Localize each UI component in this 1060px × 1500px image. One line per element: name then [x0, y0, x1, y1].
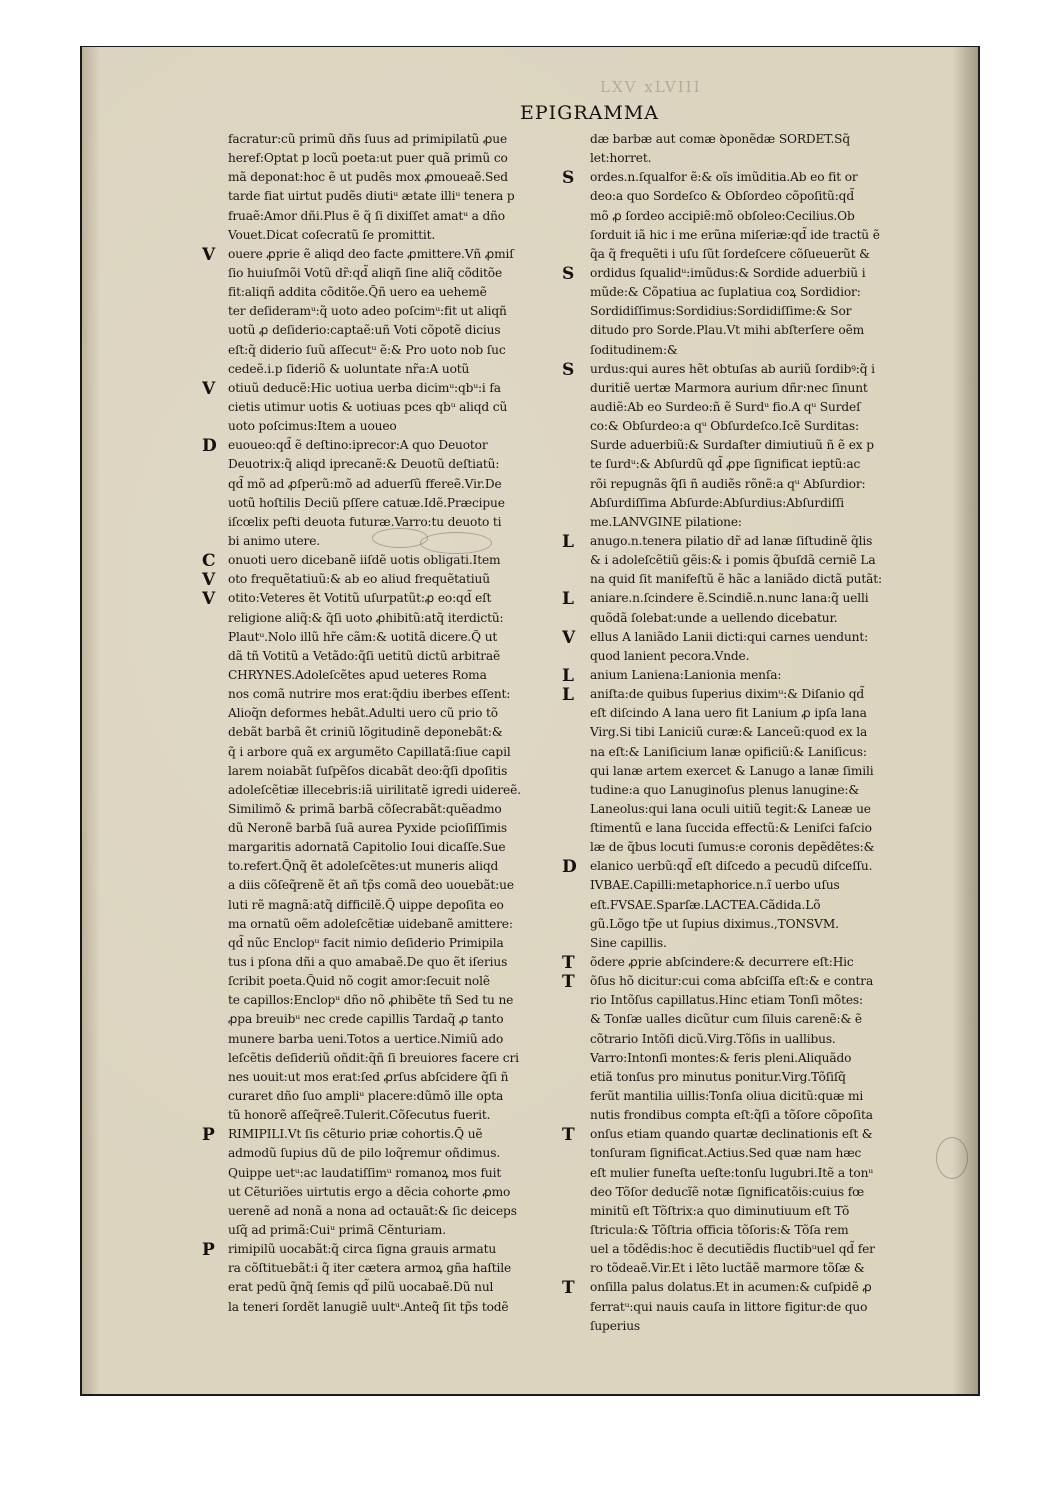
line-text: ellus A laniãdo Lanii dicti:qui carnes uendunt:: [590, 629, 869, 644]
right-column-line: [562, 130, 934, 149]
right-column-line: [562, 1010, 934, 1029]
initial-letter: P: [202, 1240, 215, 1260]
line-text: minitũ eſt Tõſtrix:a quo diminutiuum eſt Tõ: [590, 1203, 850, 1218]
line-text: religione aliq̃:& q̃ſi uoto ꝓhibitũ:atq̃ iterdictũ:: [228, 610, 504, 625]
line-text: rio Intõſus capillatus.Hinc etiam Tonſi mõtes:: [590, 993, 863, 1008]
right-column-line: [562, 1202, 934, 1221]
line-text: & Tonſæ ualles dicũtur cum ſiluis carenẽ:& ẽ: [590, 1012, 862, 1027]
line-text: la teneri ſordẽt lanugiẽ uultᵘ.Anteq̃ ſit tp̃s todẽ: [228, 1299, 509, 1314]
left-column-line: [202, 934, 558, 953]
left-column-line: [202, 628, 558, 647]
line-text: ma ornatũ oẽm adoleſcẽtiæ uidebanẽ amittere:: [228, 916, 513, 931]
right-column-line: [562, 819, 934, 838]
left-column-line: [202, 398, 558, 417]
left-column-line: [202, 589, 558, 608]
right-column-line: [562, 800, 934, 819]
line-text: leſcẽtis deſideriũ oñdit:q̃ñ ſi breuiores facere cri: [228, 1050, 519, 1065]
right-column-line: [562, 168, 934, 187]
initial-letter: S: [562, 168, 575, 188]
line-text: õdere ꝓprie abſcindere:& decurrere eſt:Hic: [590, 955, 854, 970]
left-column-line: [202, 360, 558, 379]
line-text: anugo.n.tenera pilatio dr̃ ad lanæ ſiſtudinẽ q̃lis: [590, 533, 873, 548]
left-column-line: [202, 1144, 558, 1163]
line-text: onſus etiam quando quartæ declinationis eſt &: [590, 1127, 873, 1142]
left-column-line: [202, 341, 558, 360]
line-text: te ſurdᵘ:& Abſurdũ qd̃ ꝓpe ſignificat ieptũ:ac: [590, 457, 861, 472]
right-column-line: [562, 934, 934, 953]
line-text: deo Tõſor deducĩẽ notæ ſignificatõis:cuius fœ: [590, 1184, 864, 1199]
line-text: ferũt mantilia uillis:Tonſa oliua dicitũ:quæ mi: [590, 1089, 864, 1104]
left-column-line: [202, 781, 558, 800]
line-text: uerenẽ ad nonã a nona ad octauãt:& ſic deiceps: [228, 1203, 517, 1218]
line-text: bi animo utere.: [228, 533, 320, 548]
line-text: tũ honorẽ aſſeq̃reẽ.Tulerit.Cõſecutus fuerit.: [228, 1108, 491, 1123]
left-column-line: [202, 245, 558, 264]
right-column-line: [562, 972, 934, 991]
initial-letter: T: [562, 953, 575, 973]
initial-letter: T: [562, 1278, 575, 1298]
line-text: mõ ꝓ ſordeo accipiẽ:mõ obſoleo:Cecilius.Ob: [590, 208, 855, 223]
line-text: adoleſcẽtiæ illecebris:iã uirilitatẽ igredi uidereẽ.: [228, 782, 521, 797]
left-column-line: [202, 551, 558, 570]
line-text: ſorduit iã hic i me erũna miſeriæ:qd̃ ide tractũ ẽ: [590, 227, 880, 242]
initial-letter: L: [562, 589, 574, 609]
line-text: co:& Obſurdeo:a qᵘ Obſurdeſco.Icẽ Surditas:: [590, 419, 859, 434]
initial-letter: T: [562, 972, 575, 992]
line-text: facratur:cũ primũ dñs ſuus ad primipilatũ ꝓue: [228, 132, 508, 146]
right-text-column: [562, 130, 934, 1336]
line-text: rimipilũ uocabãt:q̃ circa ſigna grauis armatu: [228, 1242, 497, 1257]
line-text: Varro:Intonſi montes:& feris pleni.Aliquãdo: [590, 1050, 852, 1065]
line-text: Alioq̃n deformes hebãt.Adulti uero cũ prio tõ: [228, 706, 498, 721]
left-column-line: [202, 321, 558, 340]
initial-letter: S: [562, 263, 575, 284]
right-column-line: [562, 781, 934, 800]
right-column-line: [562, 1164, 934, 1183]
right-column-line: [562, 551, 934, 570]
right-column-line: [562, 341, 934, 360]
line-text: Abſurdiſſima Abſurde:Abſurdius:Abſurdiſſi: [590, 495, 844, 510]
left-column-line: [202, 1240, 558, 1259]
line-text: mã deponat:hoc ẽ ut pudẽs mox ꝓmoueaẽ.Sed: [228, 170, 508, 185]
line-text: tarde fiat uirtut pudẽs diutiᵘ ætate illiᵘ tenera p: [228, 189, 515, 204]
bleed-through-text: LXV xLVIII: [600, 78, 702, 96]
ink-smudge: [420, 532, 492, 554]
line-text: heref:Optat p locũ poeta:ut puer quã primũ co: [228, 151, 508, 166]
left-column-line: [202, 1049, 558, 1068]
right-column-line: [562, 417, 934, 436]
left-column-line: [202, 1298, 558, 1317]
line-text: tonſuram ſignificat.Actius.Sed quæ nam hæc: [590, 1146, 862, 1161]
right-column-line: [562, 475, 934, 494]
left-column-line: [202, 475, 558, 494]
left-column-line: [202, 1010, 558, 1029]
right-column-line: [562, 1030, 934, 1049]
line-text: nos comã nutrire mos erat:q̃diu iberbes eſſent:: [228, 687, 511, 702]
line-text: qd̃ nũc Enclopᵘ facit nimio deſiderio Primipila: [228, 935, 504, 950]
line-text: elanico uerbũ:qd̃ eſt diſcedo a pecudũ diſceſſu.: [590, 859, 873, 874]
line-text: ſuperius: [590, 1318, 641, 1333]
right-column-line: [562, 436, 934, 455]
line-text: cietis utimur uotis & uotiuas pces qbᵘ aliqd cũ: [228, 399, 508, 414]
line-text: Deuotrix:q̃ aliqd iprecanẽ:& Deuotũ deſtiatũ:: [228, 457, 500, 472]
left-column-line: [202, 762, 558, 781]
right-column-line: [562, 857, 934, 876]
line-text: admodũ ſupius dũ de pilo loq̃remur oñdimus.: [228, 1146, 501, 1161]
initial-letter: V: [202, 378, 216, 398]
left-column-line: [202, 207, 558, 226]
left-text-column: [202, 130, 558, 1317]
line-text: ſcribit poeta.Q̃uid nõ cogit amor:ſecuit nolẽ: [228, 974, 490, 989]
line-text: cõtrario Intõſi dicũ.Virg.Tõſis in uallibus.: [590, 1031, 836, 1046]
line-text: mũde:& Cõpatiua ac ſuplatiua coꝝ Sordidior:: [590, 285, 861, 300]
line-text: dæ barbæ aut comæ ꝺponẽdæ SORDET.Sq̃: [590, 132, 851, 146]
right-column-line: [562, 704, 934, 723]
right-column-line: [562, 1259, 934, 1278]
initial-letter: L: [562, 685, 574, 705]
right-column-line: [562, 1240, 934, 1259]
line-text: me.LANVGINE pilatione:: [590, 514, 742, 529]
line-text: eſt:q̃ diderio ſuũ aſſecutᵘ ẽ:& Pro uoto nob ſuc: [228, 342, 506, 357]
right-column-line: [562, 685, 934, 704]
right-column-line: [562, 647, 934, 666]
right-column-line: [562, 1317, 934, 1336]
line-text: tudine:a quo Lanuginoſus plenus lanugine:&: [590, 782, 860, 797]
line-text: quõdã ſolebat:unde a uellendo dicebatur.: [590, 610, 838, 625]
line-text: uoto poſcimus:Item a uoueo: [228, 419, 397, 434]
line-text: CHRYNES.Adoleſcẽtes apud ueteres Roma: [228, 667, 487, 682]
line-text: fit:aliqñ addita cõditõe.Q̃ñ uero ea uehemẽ: [228, 285, 487, 300]
left-column-line: [202, 168, 558, 187]
line-text: na quid ſit manifeſtũ ẽ hãc a laniãdo dictã putãt:: [590, 572, 882, 587]
line-text: õſus hõ dicitur:cui coma abſciſſa eſt:& e contra: [590, 974, 874, 989]
line-text: & i adoleſcẽtiũ gẽis:& i pomis q̃buſdã cerniẽ La: [590, 553, 876, 568]
line-text: ro tõdeaẽ.Vir.Et i lẽto luctãẽ marmore tõſæ &: [590, 1261, 865, 1276]
line-text: anium Laniena:Lanionia menſa:: [590, 667, 782, 682]
right-column-line: [562, 532, 934, 551]
right-column-line: [562, 953, 934, 972]
left-column-line: [202, 666, 558, 685]
initial-letter: V: [202, 570, 216, 590]
line-text: uotũ ꝓ deſiderio:captaẽ:uñ Voti cõpotẽ dicius: [228, 323, 501, 338]
line-text: ordidus ſqualidᵘ:imũdus:& Sordide aduerbiũ i: [590, 265, 866, 280]
right-column-line: [562, 1049, 934, 1068]
line-text: debãt barbã ẽt criniũ lõgitudinẽ deponebãt:&: [228, 725, 503, 740]
right-column-line: [562, 187, 934, 206]
initial-letter: V: [202, 589, 216, 609]
line-text: dũ Neronẽ barbã ſuã aurea Pyxide pcioſiſſimis: [228, 821, 508, 836]
line-text: ferratᵘ:qui nauis cauſa in littore figitur:de quo: [590, 1299, 868, 1314]
left-column-line: [202, 226, 558, 245]
right-column-line: [562, 896, 934, 915]
line-text: urdus:qui aures hẽt obtuſas ab auriũ ſordibꝰ:q̃ i: [590, 361, 875, 376]
left-column-line: [202, 264, 558, 283]
right-column-line: [562, 264, 934, 283]
running-title: EPIGRAMMA: [520, 102, 659, 124]
line-text: q̃ i arbore quã ex argumẽto Capillatã:ſiue capil: [228, 744, 511, 759]
right-column-line: [562, 207, 934, 226]
line-text: fruaẽ:Amor dñi.Plus ẽ q̃ ſi dixiſſet amatᵘ a dño: [228, 208, 505, 223]
right-column-line: [562, 398, 934, 417]
line-text: gũ.Lõgo tp̃e ut ſupius diximus.,TONSVM.: [590, 916, 839, 931]
line-text: aniſta:de quibus ſuperius diximᵘ:& Diſanio qd̃: [590, 687, 865, 702]
left-column-line: [202, 704, 558, 723]
line-text: ſtricula:& Tõſtria officia tõſoris:& Tõſa rem: [590, 1223, 849, 1238]
right-column-line: [562, 1278, 934, 1297]
right-column-line: [562, 1183, 934, 1202]
right-column-line: [562, 743, 934, 762]
left-column-line: [202, 1183, 558, 1202]
line-text: ſio huiuſmõi Votũ dr̃:qd̃ aliqñ ſine aliq̃ cõditõe: [228, 265, 503, 280]
left-column-line: [202, 1068, 558, 1087]
line-text: duritiẽ uertæ Marmora aurium dñr:nec ſinunt: [590, 380, 868, 395]
line-text: na eſt:& Laniſicium lanæ opificiũ:& Laniſicus:: [590, 744, 867, 759]
line-text: aniare.n.ſcindere ẽ.Scindiẽ.n.nunc lana:q̃ uelli: [590, 591, 869, 606]
left-column-line: [202, 819, 558, 838]
left-column-line: [202, 513, 558, 532]
line-text: Sordidiſſimus:Sordidius:Sordidiſſime:& Sor: [590, 304, 852, 319]
right-column-line: [562, 1068, 934, 1087]
line-text: Similimõ & primã barbã cõſecrabãt:quẽadmo: [228, 801, 502, 816]
left-column-line: [202, 149, 558, 168]
left-column-line: [202, 1030, 558, 1049]
initial-letter: D: [562, 857, 577, 877]
left-column-line: [202, 800, 558, 819]
right-column-line: [562, 609, 934, 628]
right-column-line: [562, 1087, 934, 1106]
left-column-line: [202, 972, 558, 991]
line-text: uel a tõdẽdis:hoc ẽ decutiẽdis fluctibᵘuel qd̃ fer: [590, 1242, 875, 1257]
right-column-line: [562, 1298, 934, 1317]
line-text: uotũ hoſtilis Deciũ pſſere catuæ.Idẽ.Præcipue: [228, 495, 505, 510]
initial-letter: S: [562, 359, 575, 379]
line-text: onuoti uero dicebanẽ iiſdẽ uotis obligati.Item: [228, 553, 501, 568]
right-column-line: [562, 876, 934, 895]
line-text: IVBAE.Capilli:metaphorice.n.ĩ uerbo uſus: [590, 878, 840, 893]
line-text: Surde aduerbiũ:& Surdaſter dimiutiuũ ñ ẽ ex p: [590, 438, 874, 453]
initial-letter: P: [202, 1125, 215, 1145]
right-column-line: [562, 360, 934, 379]
left-column-line: [202, 436, 558, 455]
right-column-line: [562, 1144, 934, 1163]
line-text: tus i pſona dñi a quo amabaẽ.De quo ẽt iſerius: [228, 955, 508, 970]
left-column-line: [202, 857, 558, 876]
line-text: ordes.n.ſqualfor ẽ:& oĩs imũditia.Ab eo fit or: [590, 170, 858, 185]
line-text: curaret dño ſuo ampliᵘ placere:dũmõ ille opta: [228, 1089, 504, 1104]
line-text: Sine capillis.: [590, 935, 667, 950]
line-text: a diis cõſeq̃renẽ ẽt añ tp̃s comã deo uouebãt:ue: [228, 878, 514, 893]
ink-smudge: [372, 528, 428, 548]
left-column-line: [202, 723, 558, 742]
right-column-line: [562, 513, 934, 532]
line-text: oto frequẽtatiuũ:& ab eo aliud frequẽtatiuũ: [228, 572, 490, 587]
line-text: to.refert.Q̃nq̃ ẽt adoleſcẽtes:ut muneris aliqd: [228, 859, 499, 874]
right-column-line: [562, 1221, 934, 1240]
line-text: ouere ꝓprie ẽ aliqd deo facte ꝓmittere.Vñ ꝓmiſ: [228, 246, 514, 261]
line-text: ut Cẽturiões uirtutis ergo a dẽcia cohorte ꝓmo: [228, 1184, 511, 1199]
right-column-line: [562, 723, 934, 742]
left-column-line: [202, 379, 558, 398]
line-text: læ de q̃bus locuti ſumus:e coronis depẽdẽtes:&: [590, 840, 875, 855]
line-text: luti rẽ magnã:atq̃ difficilẽ.Q̃ uippe depoſita eo: [228, 897, 504, 912]
initial-letter: V: [202, 244, 216, 264]
line-text: euoueo:qd̃ ẽ deſtino:iprecor:A quo Deuotor: [228, 438, 488, 453]
right-column-line: [562, 455, 934, 474]
initial-letter: L: [562, 531, 574, 552]
left-column-line: [202, 953, 558, 972]
left-column-line: [202, 130, 558, 149]
left-column-line: [202, 915, 558, 934]
left-column-line: [202, 609, 558, 628]
line-text: otito:Veteres ẽt Votitũ uſurpatũt:ꝓ eo:qd̃ eſt: [228, 591, 492, 606]
left-column-line: [202, 283, 558, 302]
right-column-line: [562, 915, 934, 934]
left-column-line: [202, 302, 558, 321]
line-text: larem noiabãt ſuſpẽſos dicabãt deo:q̃ſi dpoſitis: [228, 763, 508, 778]
right-column-line: [562, 838, 934, 857]
right-column-line: [562, 762, 934, 781]
line-text: audiẽ:Ab eo Surdeo:ñ ẽ Surdᵘ fio.A qᵘ Surdeſ: [590, 399, 861, 414]
initial-letter: T: [562, 1125, 575, 1145]
line-text: ſoditudinem:&: [590, 342, 678, 357]
line-text: nes uouit:ut mos erat:ſed ꝓrſus abſcidere q̃ſi ñ: [228, 1069, 509, 1084]
left-column-line: [202, 647, 558, 666]
left-column-line: [202, 1106, 558, 1125]
left-column-line: [202, 1221, 558, 1240]
line-text: Virg.Si tibi Laniciũ curæ:& Lanceũ:quod ex la: [590, 725, 868, 740]
line-text: ditudo pro Sorde.Plau.Vt mihi abſterſere oẽm: [590, 323, 865, 338]
line-text: onſilla palus dolatus.Et in acumen:& cuſpidẽ ꝓ: [590, 1280, 872, 1295]
right-column-line: [562, 226, 934, 245]
initial-letter: D: [202, 436, 217, 456]
right-column-line: [562, 589, 934, 608]
left-column-line: [202, 1259, 558, 1278]
ink-smudge: [936, 1137, 968, 1179]
line-text: let:horret.: [590, 151, 652, 166]
initial-letter: V: [562, 627, 576, 647]
line-text: ter deſideramᵘ:q̃ uoto adeo poſcimᵘ:fit ut aliqñ: [228, 304, 507, 319]
line-text: cedeẽ.i.p ſideriõ & uoluntate nr̃a:A uotũ: [228, 361, 470, 376]
left-column-line: [202, 570, 558, 589]
right-column-line: [562, 494, 934, 513]
right-column-line: [562, 379, 934, 398]
left-column-line: [202, 896, 558, 915]
right-column-line: [562, 666, 934, 685]
left-column-line: [202, 187, 558, 206]
line-text: quod lanient pecora.Vnde.: [590, 648, 750, 663]
right-column-line: [562, 302, 934, 321]
left-column-line: [202, 1087, 558, 1106]
line-text: ꝓpa breuibᵘ nec crede capillis Tardaq̃ ꝓ tanto: [228, 1012, 504, 1027]
line-text: ſtimentũ e lana ſuccida effectũ:& Leniſci faſcio: [590, 821, 872, 836]
left-column-line: [202, 455, 558, 474]
initial-letter: C: [202, 551, 216, 571]
line-text: qui lanæ artem exercet & Lanugo a lanæ ſimili: [590, 763, 874, 778]
line-text: rõi repugnãs q̃ſi ñ audiẽs rõnẽ:a qᵘ Abſurdior:: [590, 476, 866, 491]
right-column-line: [562, 628, 934, 647]
right-column-line: [562, 245, 934, 264]
line-text: nutis frondibus compta eſt:q̃ſi a tõſore cõpoſita: [590, 1108, 873, 1123]
line-text: eſt mulier funeſta ueſte:tonſu lugubri.Itẽ a tonᵘ: [590, 1165, 874, 1180]
line-text: ra cõſtituebãt:i q̃ iter cætera armoꝝ gña haſtile: [228, 1261, 512, 1276]
right-column-line: [562, 321, 934, 340]
line-text: erat pedũ q̃nq̃ ſemis qd̃ pilũ uocabaẽ.Dũ nul: [228, 1280, 494, 1295]
line-text: munere barba ueni.Totos a uertice.Nimiũ ado: [228, 1031, 504, 1046]
line-text: dã tñ Votitũ a Vetãdo:q̃ſi uetitũ dictũ arbitraẽ: [228, 648, 501, 663]
right-column-line: [562, 570, 934, 589]
left-column-line: [202, 417, 558, 436]
line-text: iſcœlix peſti deuota futuræ.Varro:tu deuoto ti: [228, 514, 502, 529]
left-column-line: [202, 1164, 558, 1183]
right-column-line: [562, 283, 934, 302]
line-text: etiã tonſus pro minutus ponitur.Virg.Tõſiſq̃: [590, 1069, 846, 1084]
line-text: uſq̃ ad primã:Cuiᵘ primã Cẽnturiam.: [228, 1223, 446, 1238]
line-text: Plautᵘ.Nolo illũ hr̃e cãm:& uotitã dicere.Q̃ ut: [228, 629, 498, 644]
line-text: margaritis adornatã Capitolio Ioui dicaſſe.Sue: [228, 840, 506, 855]
left-column-line: [202, 1278, 558, 1297]
left-column-line: [202, 876, 558, 895]
initial-letter: L: [562, 665, 574, 686]
line-text: RIMIPILI.Vt ſis cẽturio priæ cohortis.Q̃ uẽ: [228, 1127, 483, 1142]
line-text: eſt diſcindo A lana uero fit Lanium ꝓ ipſa lana: [590, 706, 867, 721]
left-column-line: [202, 494, 558, 513]
left-column-line: [202, 838, 558, 857]
line-text: Laneolus:qui lana oculi uitiũ tegit:& Laneæ ue: [590, 801, 871, 816]
line-text: Vouet.Dicat coſecratũ ſe promittit.: [228, 227, 436, 242]
right-column-line: [562, 1106, 934, 1125]
left-column-line: [202, 1202, 558, 1221]
right-column-line: [562, 991, 934, 1010]
left-column-line: [202, 743, 558, 762]
line-text: q̃a q̃ frequẽti i uſu ſũt ſordeſcere cõſueuerũt &: [590, 246, 870, 261]
line-text: te capillos:Enclopᵘ dño nõ ꝓhibẽte tñ Sed tu ne: [228, 993, 514, 1008]
line-text: Quippe uetᵘ:ac laudatiſſimᵘ romanoꝝ mos fuit: [228, 1165, 502, 1180]
line-text: qd̃ mõ ad ꝓſperũ:mõ ad aduerſũ ffereẽ.Vir.De: [228, 476, 502, 491]
left-column-line: [202, 685, 558, 704]
line-text: eſt.FVSAE.Sparſæ.LACTEA.Cãdida.Lõ: [590, 897, 821, 912]
line-text: deo:a quo Sordeſco & Obſordeo cõpoſitũ:qd̃: [590, 189, 854, 204]
left-column-line: [202, 991, 558, 1010]
left-column-line: [202, 1125, 558, 1144]
right-column-line: [562, 149, 934, 168]
right-column-line: [562, 1125, 934, 1144]
line-text: otiuũ deducẽ:Hic uotiua uerba dicimᵘ:qbᵘ:i fa: [228, 380, 501, 395]
